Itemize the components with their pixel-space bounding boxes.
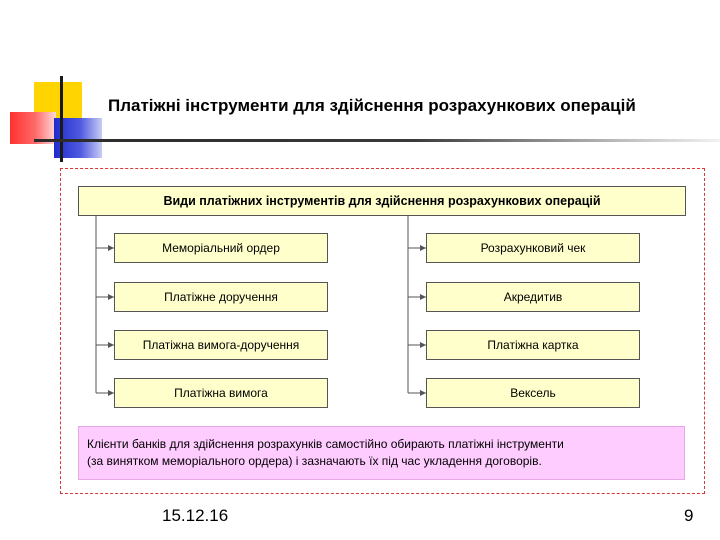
note-box: [78, 426, 685, 480]
instrument-payment-order: Платіжне доручення: [114, 282, 328, 312]
instrument-letter-of-credit: Акредитив: [426, 282, 640, 312]
instrument-memorial-order: Меморіальний ордер: [114, 233, 328, 263]
instrument-payment-request-order: Платіжна вимога-доручення: [114, 330, 328, 360]
footer-page-number: 9: [684, 506, 694, 525]
instrument-bill-of-exchange: Вексель: [426, 378, 640, 408]
instrument-payment-request: Платіжна вимога: [114, 378, 328, 408]
diagram-header-box: Види платіжних інструментів для здійснення розрахункових операцій: [78, 186, 686, 216]
note-line-2: (за винятком меморіального ордера) і зазначають їх під час укладення договорів.: [87, 454, 542, 468]
note-line-1: Клієнти банків для здійснення розрахунків самостійно обирають платіжні інструменти: [87, 437, 564, 451]
slide-title: Платіжні інструменти для здійснення розрахункових операцій: [108, 96, 636, 115]
instrument-payment-card: Платіжна картка: [426, 330, 640, 360]
footer-date: 15.12.16: [162, 506, 229, 525]
instrument-settlement-check: Розрахунковий чек: [426, 233, 640, 263]
